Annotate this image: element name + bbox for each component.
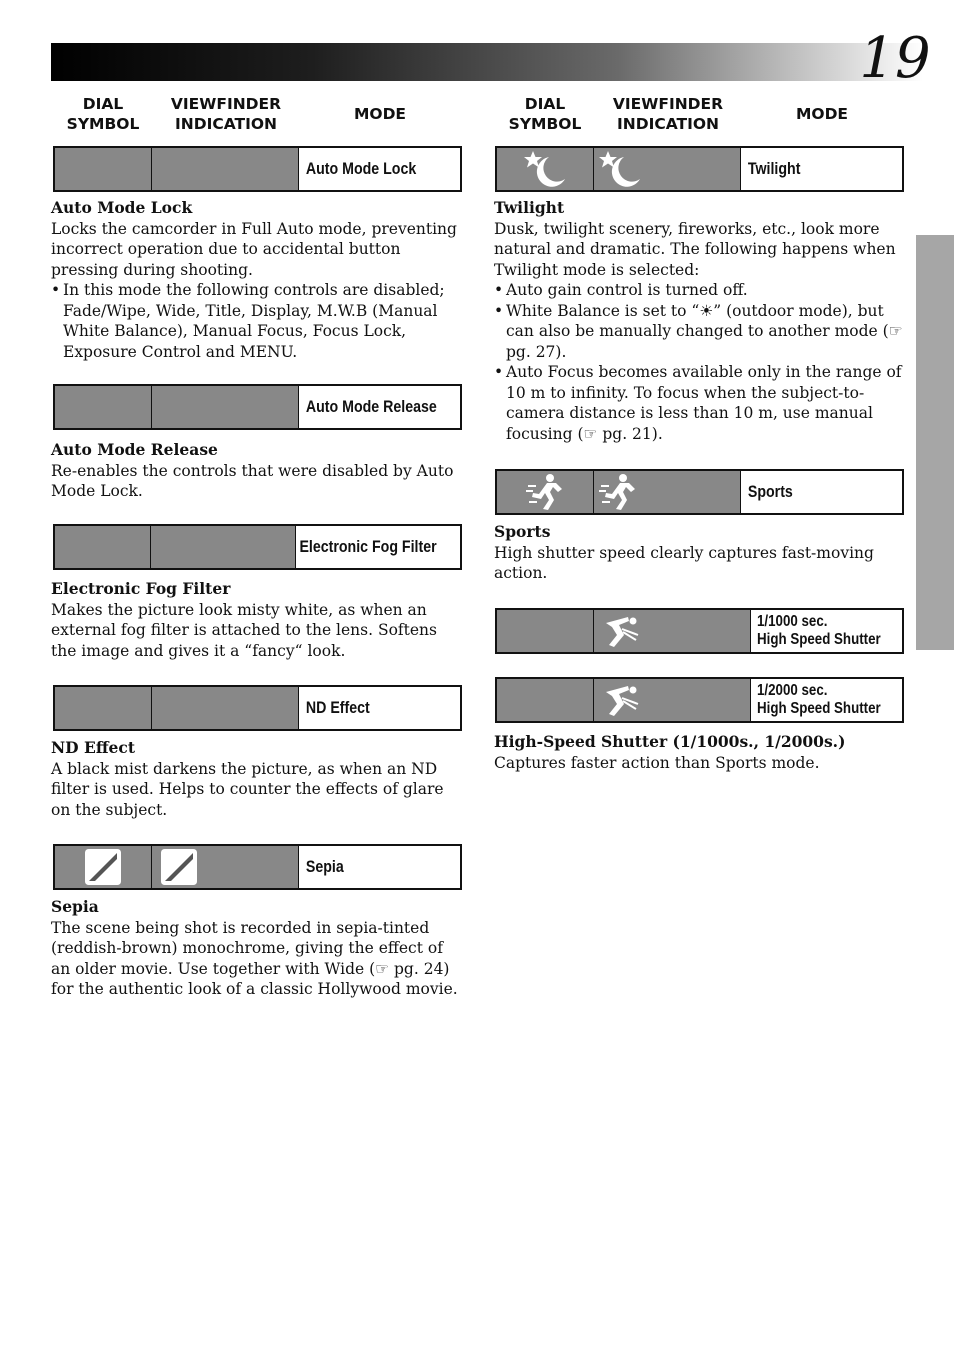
dial-symbol-cell bbox=[497, 471, 594, 513]
mode-row-auto-lock bbox=[53, 146, 462, 192]
section-title: Auto Mode Lock bbox=[51, 198, 193, 217]
sepia-description bbox=[51, 897, 463, 1000]
mode-label-line2: High Speed Shutter bbox=[757, 700, 881, 717]
page-number: 19 bbox=[859, 26, 931, 91]
mode-label: Electronic Fog Filter bbox=[299, 537, 438, 556]
dial-symbol-cell bbox=[55, 148, 152, 190]
twilight-description bbox=[494, 198, 906, 444]
section-text: The scene being shot is recorded in sepia-tinted (reddish-brown) monochrome, giving the effect of an older movie. Use together with Wide (☞ pg. 24) for the authentic look of a classic Hollywood movie. bbox=[51, 918, 458, 998]
section-title: ND Effect bbox=[51, 738, 136, 757]
bullet-text: In this mode the following controls are disabled; Fade/Wipe, Wide, Title, Display, M.W.B (Manual White Balance), Manual Focus, Focus Lock, Exposure Control and MENU. bbox=[63, 281, 445, 361]
col-dial-line2: SYMBOL bbox=[508, 115, 582, 133]
mode-label: Sepia bbox=[305, 857, 344, 876]
mode-row-auto-release bbox=[53, 384, 462, 430]
viewfinder-cell bbox=[594, 148, 741, 190]
col-dial-line1: DIAL bbox=[82, 95, 124, 113]
col-viewfinder-right bbox=[602, 94, 734, 134]
high-speed-description bbox=[494, 732, 906, 773]
mode-label-line2: High Speed Shutter bbox=[757, 631, 881, 648]
side-tab bbox=[916, 235, 954, 650]
dial-symbol-cell bbox=[55, 526, 151, 568]
mode-row-shutter-1000 bbox=[495, 608, 904, 654]
section-text: Dusk, twilight scenery, fireworks, etc., look more natural and dramatic. The following happens when Twilight mode is selected: bbox=[494, 219, 896, 279]
twilight-icon bbox=[596, 149, 644, 189]
dial-symbol-cell bbox=[55, 687, 152, 729]
header-bar bbox=[51, 43, 923, 81]
dial-symbol-cell bbox=[497, 679, 594, 721]
mode-label: Auto Mode Release bbox=[305, 397, 437, 416]
col-mode: MODE bbox=[353, 105, 407, 123]
viewfinder-cell bbox=[152, 386, 299, 428]
section-text: High shutter speed clearly captures fast-moving action. bbox=[494, 543, 874, 582]
sports-description bbox=[494, 522, 906, 584]
section-text: Locks the camcorder in Full Auto mode, preventing incorrect operation due to accidental button pressing during shooting. bbox=[51, 219, 457, 279]
section-title: Auto Mode Release bbox=[51, 440, 218, 459]
bullet-text: Auto gain control is turned off. bbox=[506, 281, 748, 299]
high-speed-shutter-icon bbox=[602, 611, 642, 651]
col-vf-line2: INDICATION bbox=[616, 115, 720, 133]
bullet-dot: • bbox=[494, 301, 504, 320]
bullet-text: White Balance is set to “☀” (outdoor mode), but can also be manually changed to another mode (☞ pg. 27). bbox=[506, 301, 903, 361]
viewfinder-cell bbox=[594, 679, 752, 721]
section-text: Re-enables the controls that were disabled by Auto Mode Lock. bbox=[51, 461, 454, 500]
bullet-text: Auto Focus becomes available only in the range of 10 m to infinity. To focus when the subject-to-camera distance is less than 10 m, use manual focusing (☞ pg. 21). bbox=[506, 363, 902, 443]
mode-row-fog-filter bbox=[53, 524, 462, 570]
section-title: Twilight bbox=[494, 198, 565, 217]
mode-label: Twilight bbox=[747, 159, 801, 178]
bullet-dot: • bbox=[494, 281, 504, 299]
col-vf-line2: INDICATION bbox=[174, 115, 278, 133]
sports-icon bbox=[596, 472, 640, 512]
mode-label bbox=[751, 679, 881, 721]
section-text: Makes the picture look misty white, as when an external fog filter is attached to the lens. Softens the image and gives it a “fancy“ look. bbox=[51, 600, 437, 660]
sports-icon bbox=[523, 472, 567, 512]
fog-filter-description bbox=[51, 579, 463, 661]
mode-row-sports bbox=[495, 469, 904, 515]
section-title: Electronic Fog Filter bbox=[51, 579, 231, 598]
mode-label: Auto Mode Lock bbox=[305, 159, 417, 178]
dial-symbol-cell bbox=[497, 610, 594, 652]
mode-label: ND Effect bbox=[305, 698, 370, 717]
viewfinder-cell bbox=[594, 610, 752, 652]
bullet-dot: • bbox=[51, 281, 61, 299]
col-dial-line2: SYMBOL bbox=[66, 115, 140, 133]
bullet-item bbox=[494, 280, 906, 301]
col-mode-right: MODE bbox=[795, 105, 849, 123]
bullet-item bbox=[51, 280, 463, 362]
viewfinder-cell bbox=[152, 846, 299, 888]
section-text: A black mist darkens the picture, as when an ND filter is used. Helps to counter the effects of glare on the subject. bbox=[51, 759, 444, 819]
viewfinder-cell bbox=[594, 471, 741, 513]
col-vf-line1: VIEWFINDER bbox=[612, 95, 724, 113]
viewfinder-cell bbox=[152, 687, 299, 729]
mode-label bbox=[751, 610, 881, 652]
bullet-item bbox=[494, 362, 906, 444]
viewfinder-cell bbox=[152, 148, 299, 190]
col-dial-line1: DIAL bbox=[524, 95, 566, 113]
section-title: Sports bbox=[494, 522, 551, 541]
mode-label-line1: 1/1000 sec. bbox=[757, 613, 828, 630]
bullet-item bbox=[494, 301, 906, 363]
sepia-icon bbox=[160, 848, 198, 886]
auto-lock-description bbox=[51, 198, 463, 362]
bullet-dot: • bbox=[494, 363, 504, 381]
viewfinder-cell bbox=[151, 526, 296, 568]
mode-label: Sports bbox=[747, 482, 793, 501]
section-title: High-Speed Shutter (1/1000s., 1/2000s.) bbox=[494, 732, 846, 751]
mode-row-nd-effect bbox=[53, 685, 462, 731]
section-text: Captures faster action than Sports mode. bbox=[494, 753, 820, 772]
dial-symbol-cell bbox=[55, 846, 152, 888]
mode-label-line1: 1/2000 sec. bbox=[757, 682, 828, 699]
mode-row-sepia bbox=[53, 844, 462, 890]
col-vf-line1: VIEWFINDER bbox=[170, 95, 282, 113]
mode-row-twilight bbox=[495, 146, 904, 192]
nd-effect-description bbox=[51, 738, 463, 820]
section-title: Sepia bbox=[51, 897, 99, 916]
col-viewfinder bbox=[160, 94, 292, 134]
high-speed-shutter-icon bbox=[602, 680, 642, 720]
mode-row-shutter-2000 bbox=[495, 677, 904, 723]
auto-release-description bbox=[51, 440, 463, 502]
sepia-icon bbox=[84, 848, 122, 886]
dial-symbol-cell bbox=[55, 386, 152, 428]
twilight-icon bbox=[521, 149, 569, 189]
dial-symbol-cell bbox=[497, 148, 594, 190]
col-dial-symbol-right bbox=[494, 94, 596, 134]
col-dial-symbol bbox=[52, 94, 154, 134]
